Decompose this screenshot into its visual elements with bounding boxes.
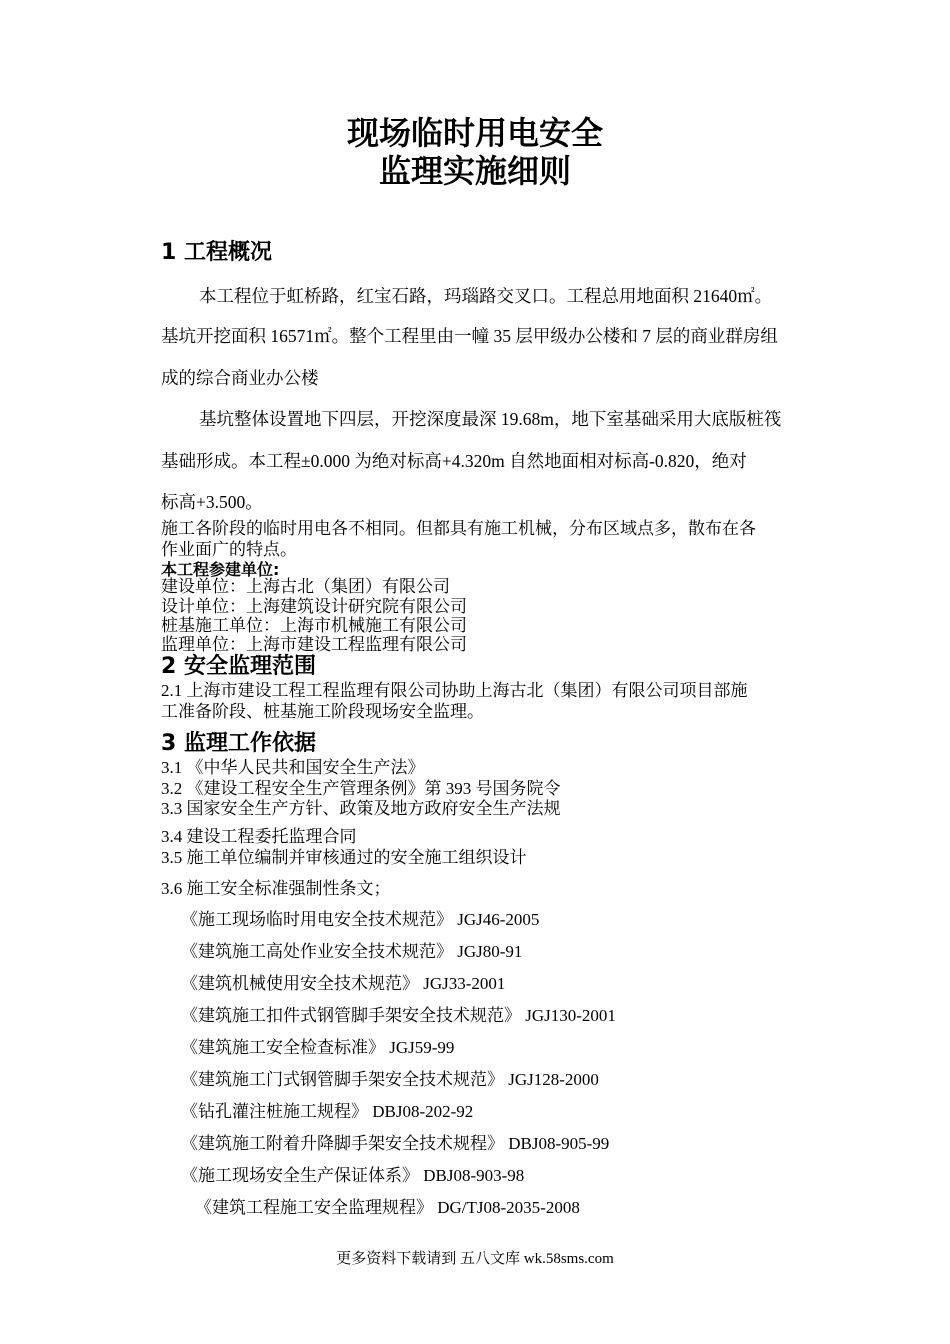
basis-item: 3.5 施工单位编制并审核通过的安全施工组织设计 — [161, 848, 527, 867]
section2-para-line2: 工准备阶段、桩基施工阶段现场安全监理。 — [161, 702, 484, 721]
unit-line: 桩基施工单位：上海市机械施工有限公司 — [161, 616, 467, 635]
standard-item: 《施工现场临时用电安全技术规范》 JGJ46-2005 — [181, 910, 540, 929]
standard-item: 《施工现场安全生产保证体系》 DBJ08-903-98 — [181, 1166, 525, 1185]
para2-line3: 标高+3.500。 — [161, 492, 263, 512]
standard-item: 《建筑工程施工安全监理规程》 DG/TJ08-2035-2008 — [195, 1198, 580, 1217]
para1-line3: 成的综合商业办公楼 — [161, 368, 319, 388]
page-title-line2: 监理实施细则 — [378, 152, 571, 190]
para3-line2: 作业面广的特点。 — [161, 540, 297, 559]
section2-para-line1: 2.1 上海市建设工程工程监理有限公司协助上海古北（集团）有限公司项目部施 — [161, 681, 748, 700]
basis-item: 3.4 建设工程委托监理合同 — [161, 827, 357, 846]
unit-line: 建设单位：上海古北（集团）有限公司 — [161, 577, 450, 596]
unit-line: 监理单位：上海市建设工程监理有限公司 — [161, 635, 467, 654]
section3-heading: 3 监理工作依据 — [161, 731, 316, 756]
standard-item: 《建筑施工附着升降脚手架安全技术规程》 DBJ08-905-99 — [181, 1134, 610, 1153]
basis-item: 3.3 国家安全生产方针、政策及地方政府安全生产法规 — [161, 799, 561, 818]
standard-item: 《建筑施工高处作业安全技术规范》 JGJ80-91 — [181, 942, 523, 961]
para1-line2: 基坑开挖面积 16571㎡。整个工程里由一幢 35 层甲级办公楼和 7 层的商业群房组 — [161, 326, 778, 346]
standard-item: 《建筑机械使用安全技术规范》 JGJ33-2001 — [181, 974, 506, 993]
units-heading: 本工程参建单位: — [161, 560, 280, 579]
basis-item: 3.6 施工安全标准强制性条文； — [161, 879, 391, 898]
standard-item: 《建筑施工扣件式钢管脚手架安全技术规范》 JGJ130-2001 — [181, 1006, 616, 1025]
standard-item: 《建筑施工门式钢管脚手架安全技术规范》 JGJ128-2000 — [181, 1070, 599, 1089]
basis-item: 3.2 《建设工程安全生产管理条例》第 393 号国务院令 — [161, 779, 561, 798]
para2-line2: 基础形成。本工程±0.000 为绝对标高+4.320m 自然地面相对标高-0.820，绝对 — [161, 451, 747, 471]
section2-heading: 2 安全监理范围 — [161, 654, 316, 679]
para1-line1: 本工程位于虹桥路，红宝石路，玛瑙路交叉口。工程总用地面积 21640㎡。 — [199, 286, 773, 306]
para2-line1: 基坑整体设置地下四层，开挖深度最深 19.68m，地下室基础采用大底版桩筏 — [199, 409, 782, 429]
standard-item: 《钻孔灌注桩施工规程》 DBJ08-202-92 — [181, 1102, 474, 1121]
footer-link[interactable]: 更多资料下载请到 五八文库 wk.58sms.com — [336, 1251, 614, 1267]
para3-line1: 施工各阶段的临时用电各不相同。但都具有施工机械，分布区域点多，散布在各 — [161, 519, 756, 538]
page-title-line1: 现场临时用电安全 — [346, 114, 603, 152]
basis-item: 3.1 《中华人民共和国安全生产法》 — [161, 758, 425, 777]
standard-item: 《建筑施工安全检查标准》 JGJ59-99 — [181, 1038, 455, 1057]
unit-line: 设计单位：上海建筑设计研究院有限公司 — [161, 597, 467, 616]
section1-heading: 1 工程概况 — [161, 240, 272, 265]
